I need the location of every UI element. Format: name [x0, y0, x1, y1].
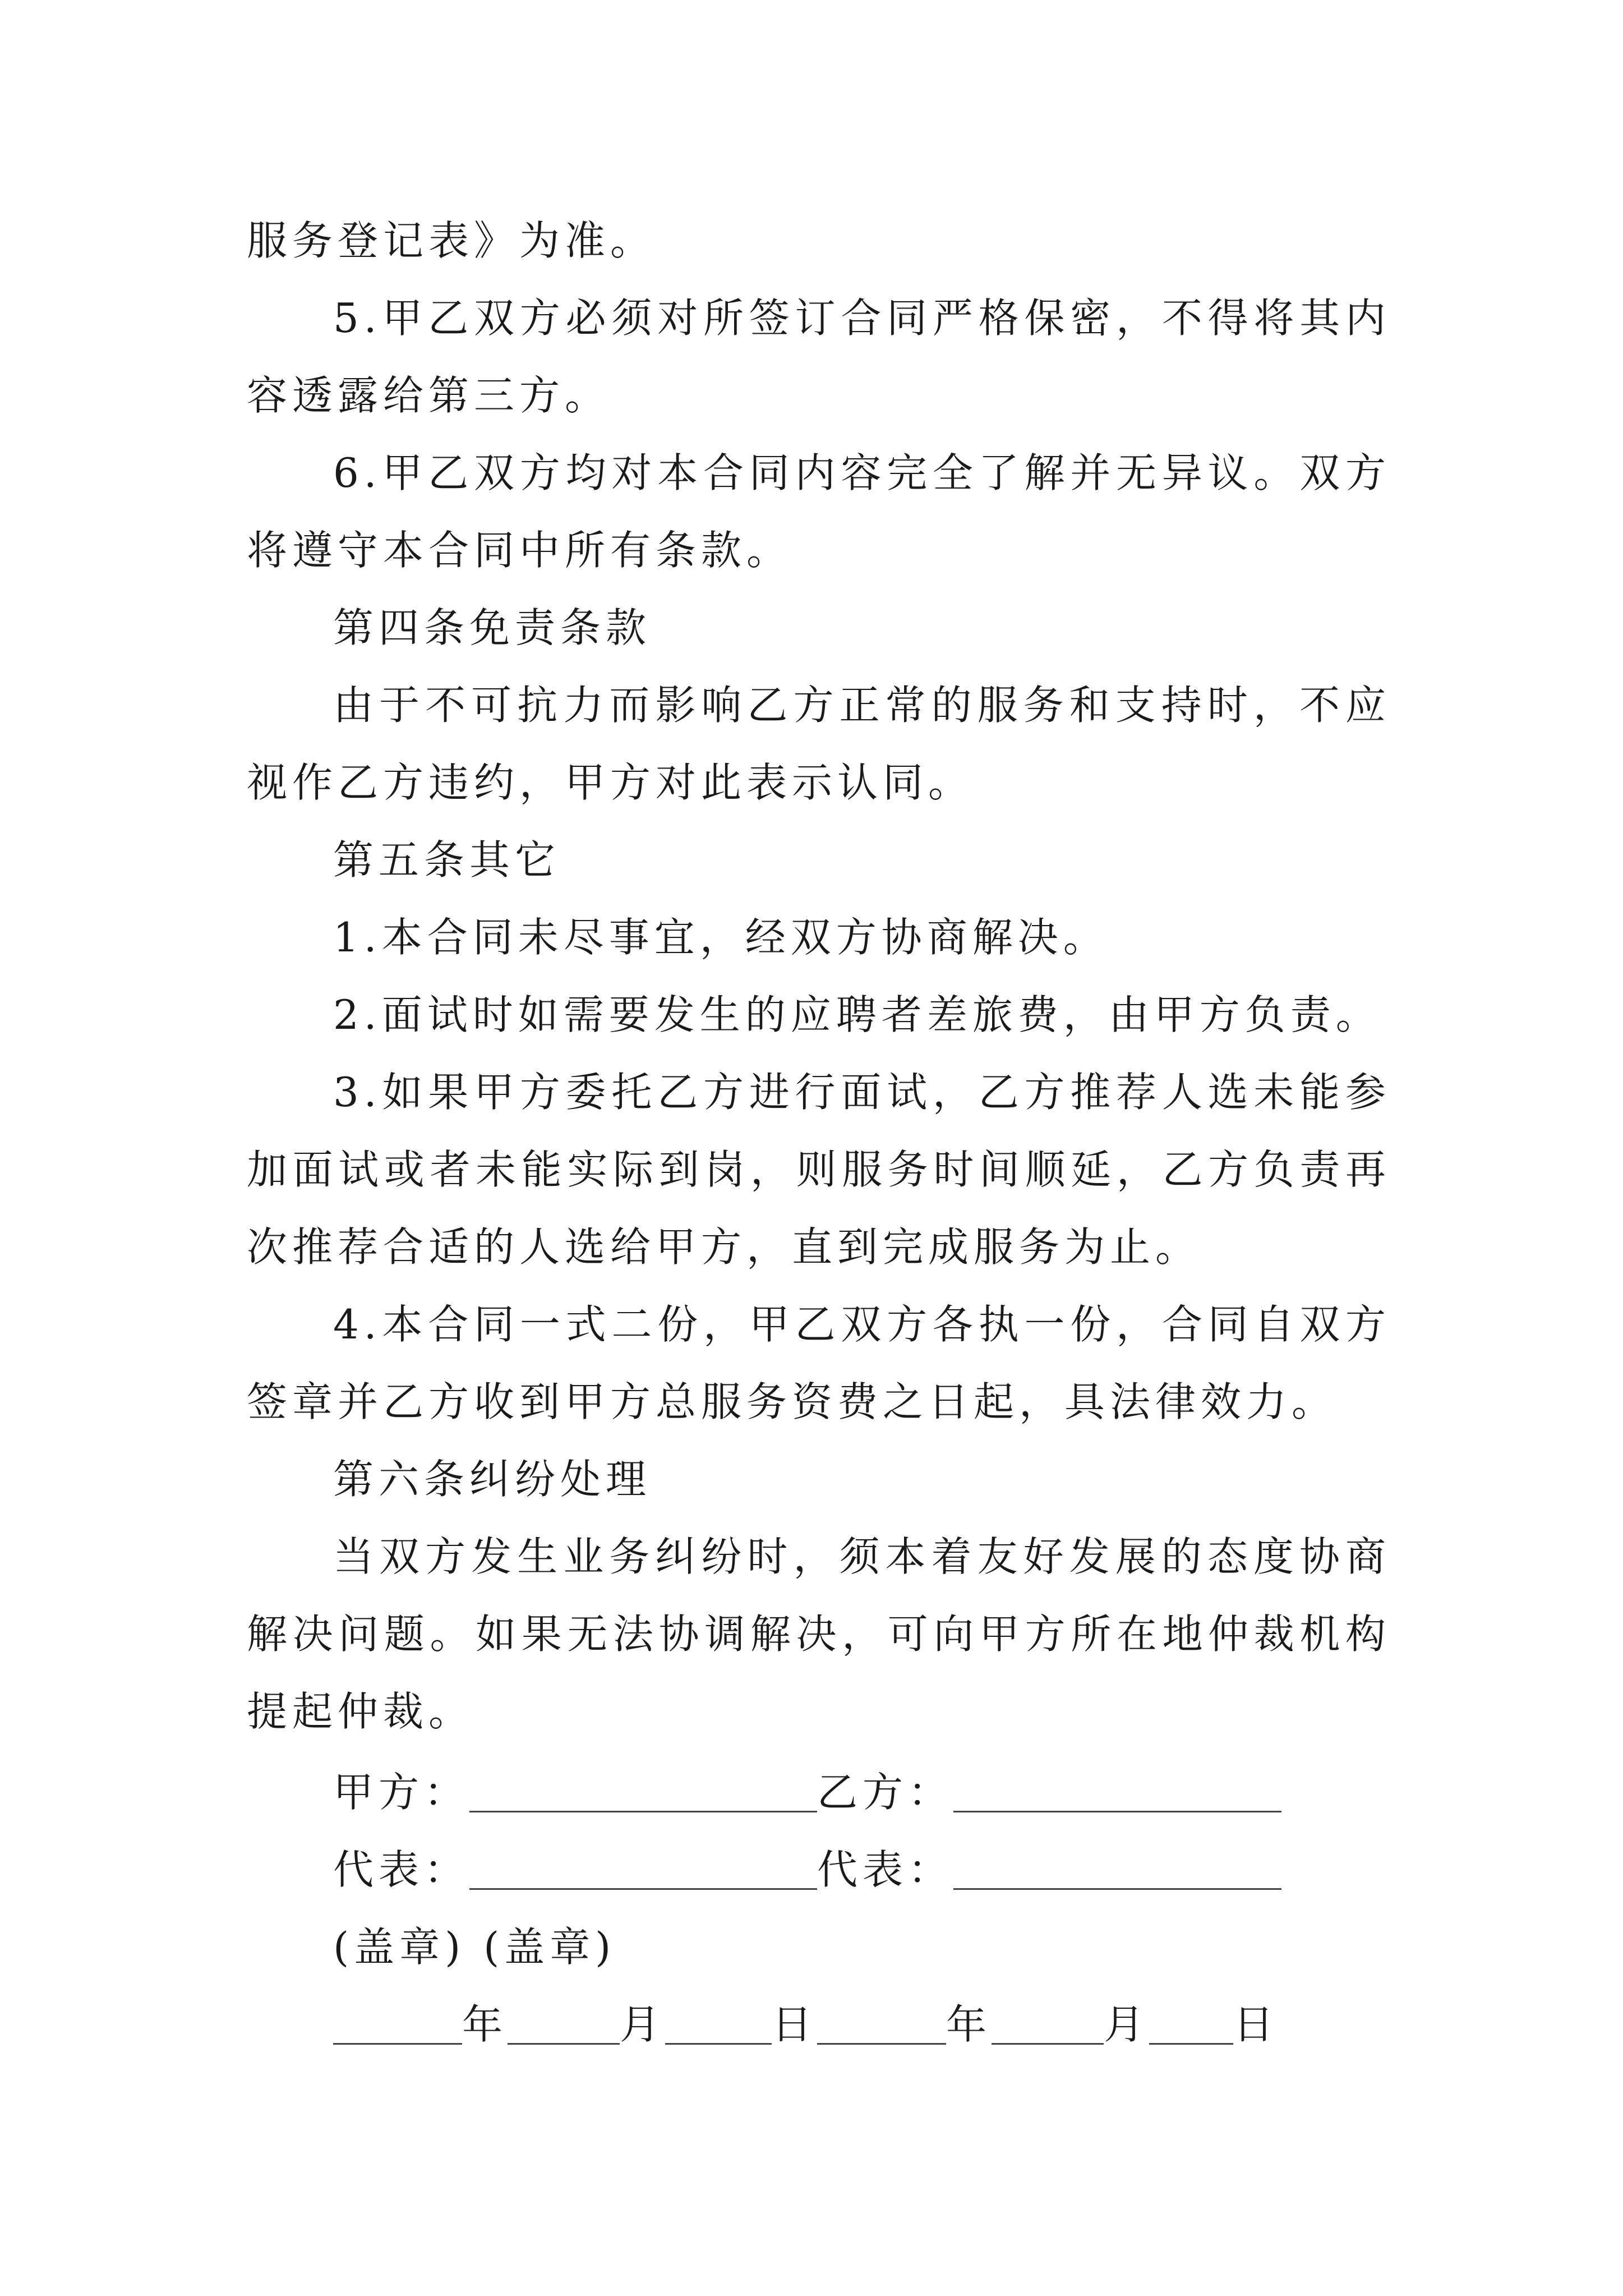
day-a-blank: [665, 2004, 772, 2045]
party-b-label: 乙方：: [817, 1769, 954, 1816]
party-b-blank: [953, 1772, 1281, 1812]
month-a-label: 月: [620, 2001, 666, 2048]
day-b-label: 日: [1233, 2001, 1279, 2048]
paragraph: 4.本合同一式二份，甲乙双方各执一份，合同自双方签章并乙方收到甲方总服务资费之日起，具法律效力。: [247, 1301, 1391, 1425]
day-a-label: 日: [772, 2001, 818, 2048]
rep-b-label: 代表：: [817, 1846, 954, 1893]
rep-a-blank: [469, 1849, 817, 1890]
seal-text: (盖章) (盖章): [333, 1924, 616, 1971]
paragraph: 1.本合同未尽事宜，经双方协商解决。: [333, 914, 1109, 961]
paragraph: 第四条免责条款: [333, 604, 652, 651]
paragraph: 5.甲乙双方必须对所签订合同严格保密，不得将其内容透露给第三方。: [247, 295, 1391, 419]
year-b-label: 年: [946, 2001, 992, 2048]
month-b-label: 月: [1104, 2001, 1150, 2048]
year-a-blank: [333, 2004, 462, 2045]
date-row: [247, 1982, 1391, 2060]
party-a-label: 甲方：: [333, 1769, 470, 1816]
paragraph: 由于不可抗力而影响乙方正常的服务和支持时，不应视作乙方违约，甲方对此表示认同。: [247, 682, 1391, 806]
year-a-label: 年: [462, 2001, 508, 2048]
month-a-blank: [508, 2004, 620, 2045]
seal-row: [247, 1905, 1391, 1982]
contract-body: [247, 202, 1391, 1750]
paragraph: 第五条其它: [333, 836, 561, 884]
representative-signature-row: [247, 1828, 1391, 1905]
paragraph: 2.面试时如需要发生的应聘者差旅费，由甲方负责。: [333, 991, 1381, 1038]
paragraph: 服务登记表》为准。: [247, 217, 656, 264]
paragraph: 第六条纠纷处理: [333, 1456, 652, 1503]
paragraph: 3.如果甲方委托乙方进行面试，乙方推荐人选未能参加面试或者未能实际到岗，则服务时间顺延，乙方负责再次推荐合适的人选给甲方，直到完成服务为止。: [247, 1069, 1391, 1271]
month-b-blank: [992, 2004, 1104, 2045]
rep-a-label: 代表：: [333, 1846, 470, 1893]
rep-b-blank: [953, 1849, 1281, 1890]
party-a-blank: [469, 1772, 817, 1812]
party-signature-row: [247, 1750, 1391, 1828]
document-page: [247, 202, 1391, 2060]
paragraph: 6.甲乙双方均对本合同内容完全了解并无异议。双方将遵守本合同中所有条款。: [247, 449, 1391, 574]
paragraph: 当双方发生业务纠纷时，须本着友好发展的态度协商解决问题。如果无法协调解决，可向甲方所在地仲裁机构提起仲裁。: [247, 1533, 1391, 1735]
year-b-blank: [817, 2004, 946, 2045]
day-b-blank: [1149, 2004, 1233, 2045]
